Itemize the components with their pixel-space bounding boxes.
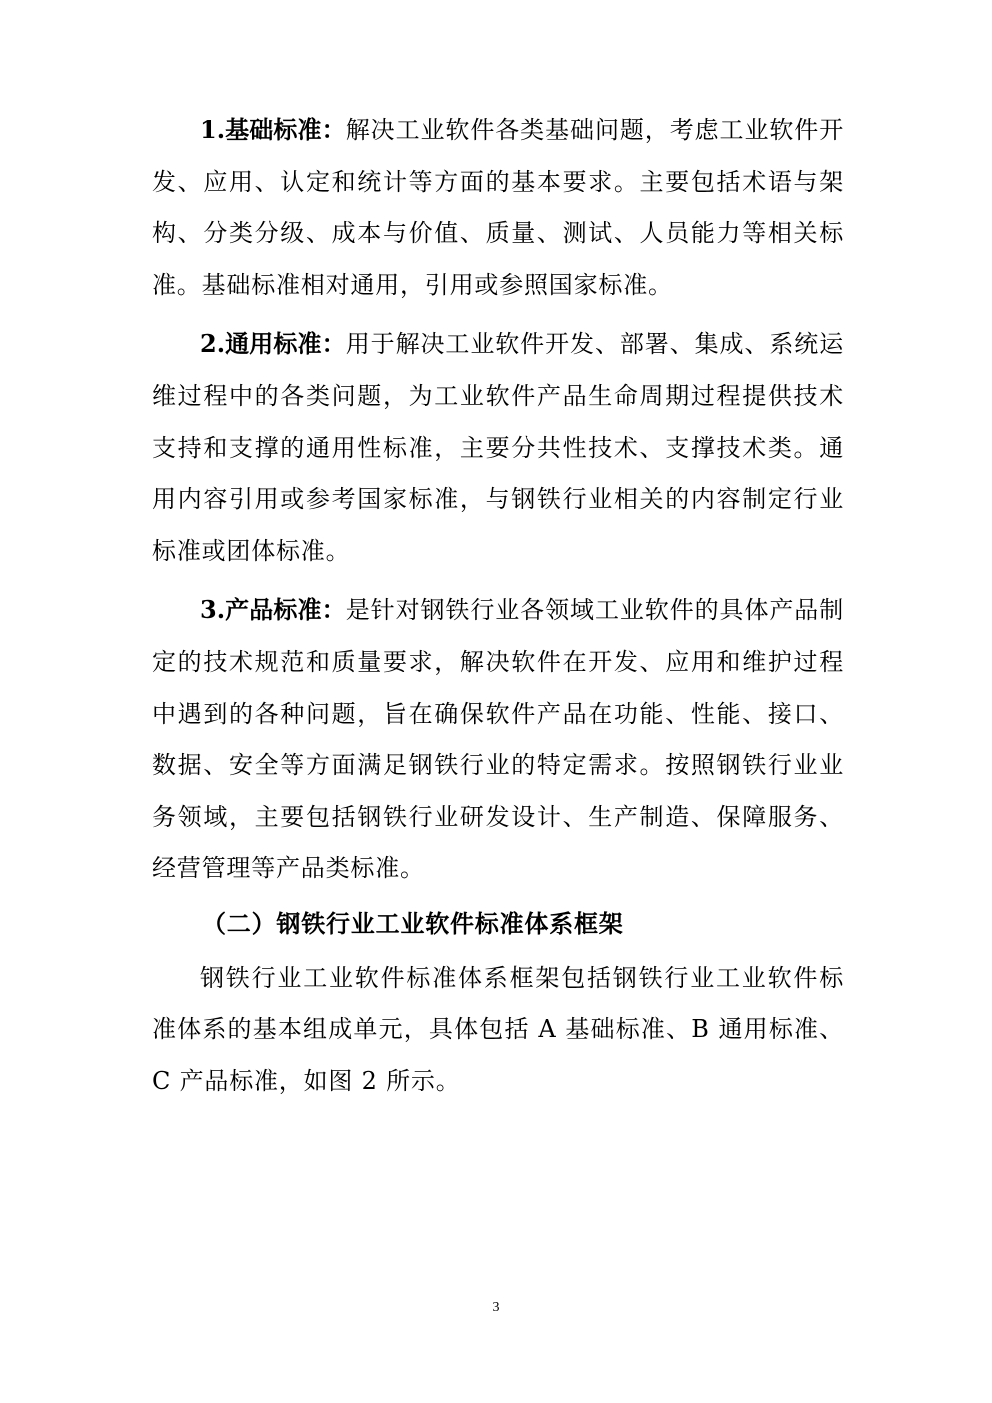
paragraph-basic-standards — [152, 104, 844, 311]
paragraph-product-standards — [152, 584, 844, 895]
page-content — [152, 104, 844, 1107]
section-heading: （二）钢铁行业工业软件标准体系框架 — [202, 909, 624, 938]
paragraph-lead: 1.基础标准： — [200, 115, 346, 144]
paragraph-body: 解决工业软件各类基础问题，考虑工业软件开发、应用、认定和统计等方面的基本要求。主要包括术语与架构、分类分级、成本与价值、质量、测试、人员能力等相关标准。基础标准相对通用，引用或参照国家标准。 — [152, 116, 844, 299]
page-number: 3 — [492, 1300, 500, 1315]
paragraph-general-standards — [152, 318, 844, 577]
section-paragraph: 钢铁行业工业软件标准体系框架包括钢铁行业工业软件标准体系的基本组成单元，具体包括 A 基础标准、B 通用标准、C 产品标准，如图 2 所示。 — [152, 963, 844, 1095]
paragraph-body: 用于解决工业软件开发、部署、集成、系统运维过程中的各类问题，为工业软件产品生命周期过程提供技术支持和支撑的通用性标准，主要分共性技术、支撑技术类。通用内容引用或参考国家标准，与钢铁行业相关的内容制定行业标准或团体标准。 — [152, 330, 844, 565]
paragraph-lead: 3.产品标准： — [200, 595, 346, 625]
paragraph-body: 是针对钢铁行业各领域工业软件的具体产品制定的技术规范和质量要求，解决软件在开发、应用和维护过程中遇到的各种问题，旨在确保软件产品在功能、性能、接口、数据、安全等方面满足钢铁行业的特定需求。按照钢铁行业业务领域，主要包括钢铁行业研发设计、生产制造、保障服务、经营管理等产品类标准。 — [152, 596, 844, 883]
paragraph-lead: 2.通用标准： — [200, 329, 346, 359]
